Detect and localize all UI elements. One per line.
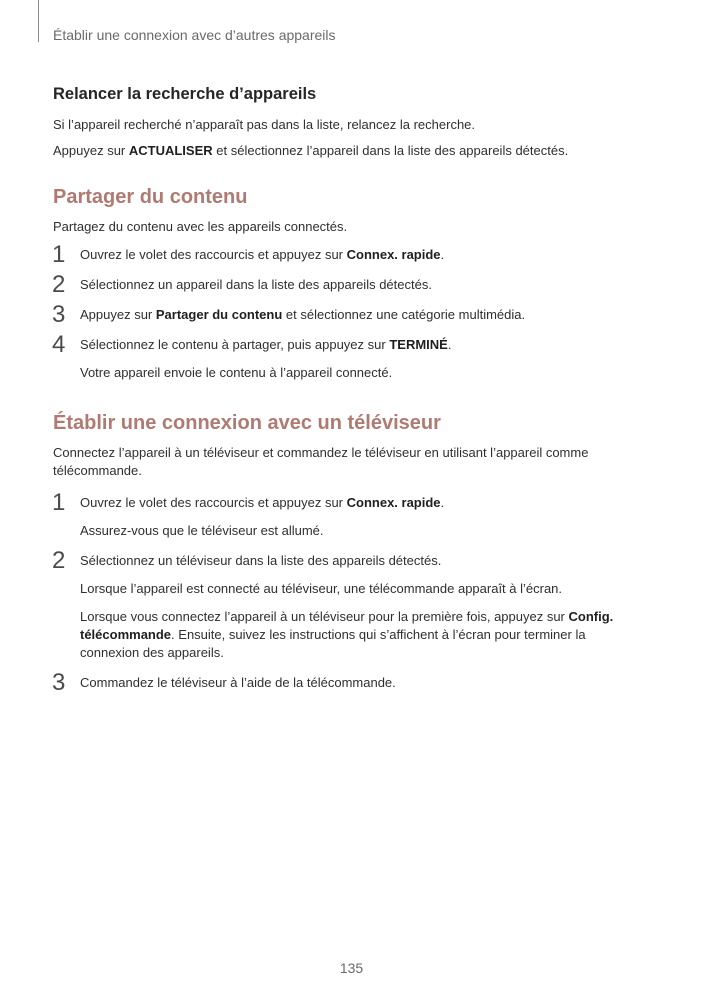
- step-text: Commandez le téléviseur à l’aide de la télécommande.: [80, 675, 396, 690]
- step-number: 1: [52, 241, 66, 268]
- share-step-3: [52, 301, 643, 328]
- tv-step-3: [52, 669, 643, 696]
- tv-step-2: [52, 547, 643, 662]
- share-step-4: [52, 331, 643, 382]
- refresh-heading: Relancer la recherche d’appareils: [53, 85, 317, 103]
- step-number: 1: [52, 489, 66, 516]
- page-content: [53, 84, 643, 702]
- step-text: Sélectionnez un téléviseur dans la liste des appareils détectés.: [80, 553, 442, 568]
- step-note-2-pre: Lorsque vous connectez l’appareil à un téléviseur pour la première fois, appuyez sur: [80, 609, 569, 624]
- share-section: [53, 184, 643, 382]
- step-text-post: et sélectionnez une catégorie multimédia.: [282, 307, 526, 322]
- step-text-post: .: [440, 247, 445, 262]
- step-note-2-bold: Config. télécommande: [80, 609, 614, 642]
- step-note-2: [80, 608, 643, 662]
- refresh-line-1: Si l’appareil recherché n’apparaît pas dans la liste, relancez la recherche.: [53, 117, 476, 132]
- step-note: Votre appareil envoie le contenu à l’appareil connecté.: [80, 365, 393, 380]
- step-text: [80, 306, 643, 324]
- refresh-line-2-pre: Appuyez sur: [53, 143, 129, 158]
- step-text-pre: Sélectionnez le contenu à partager, puis appuyez sur: [80, 337, 390, 352]
- step-text: [80, 336, 643, 354]
- step-number: 4: [52, 331, 66, 358]
- step-text-bold: Connex. rapide: [346, 495, 441, 510]
- share-step-2: [52, 271, 643, 298]
- share-heading: Partager du contenu: [53, 186, 248, 208]
- step-number: 3: [52, 669, 66, 696]
- refresh-button-label: ACTUALISER: [128, 143, 213, 158]
- refresh-line-2-post: et sélectionnez l’appareil dans la liste des appareils détectés.: [212, 143, 569, 158]
- step-number: 3: [52, 301, 66, 328]
- step-text-pre: Appuyez sur: [80, 307, 156, 322]
- step-number: 2: [52, 547, 66, 574]
- tv-heading: Établir une connexion avec un téléviseur: [53, 412, 441, 434]
- tv-intro: Connectez l’appareil à un téléviseur et commandez le téléviseur en utilisant l’appareil comme télécommande.: [53, 445, 589, 478]
- running-header: Établir une connexion avec d’autres appareils: [53, 27, 336, 43]
- refresh-section: [53, 84, 643, 160]
- step-text-pre: Ouvrez le volet des raccourcis et appuyez sur: [80, 247, 347, 262]
- share-intro: Partagez du contenu avec les appareils connectés.: [53, 219, 348, 234]
- share-step-1: [52, 241, 643, 268]
- step-note: Assurez-vous que le téléviseur est allumé.: [80, 523, 324, 538]
- step-text-bold: Connex. rapide: [346, 247, 441, 262]
- header-divider: [38, 0, 39, 42]
- step-text-bold: Partager du contenu: [155, 307, 283, 322]
- tv-step-1: [52, 489, 643, 540]
- step-note-1: Lorsque l’appareil est connecté au téléviseur, une télécommande apparaît à l’écran.: [80, 581, 563, 596]
- tv-section: [52, 410, 643, 696]
- step-text: [80, 494, 643, 512]
- step-note-2-post: . Ensuite, suivez les instructions qui s’affichent à l’écran pour terminer la connexion des appareils.: [80, 627, 586, 660]
- step-text-post: .: [440, 495, 445, 510]
- page-number: 135: [339, 960, 364, 976]
- step-text: [80, 246, 643, 264]
- refresh-line-2: [53, 142, 643, 160]
- step-text: Sélectionnez un appareil dans la liste des appareils détectés.: [80, 277, 432, 292]
- step-number: 2: [52, 271, 66, 298]
- step-text-pre: Ouvrez le volet des raccourcis et appuyez sur: [80, 495, 347, 510]
- step-text-bold: TERMINÉ: [389, 337, 448, 352]
- step-text-post: .: [447, 337, 452, 352]
